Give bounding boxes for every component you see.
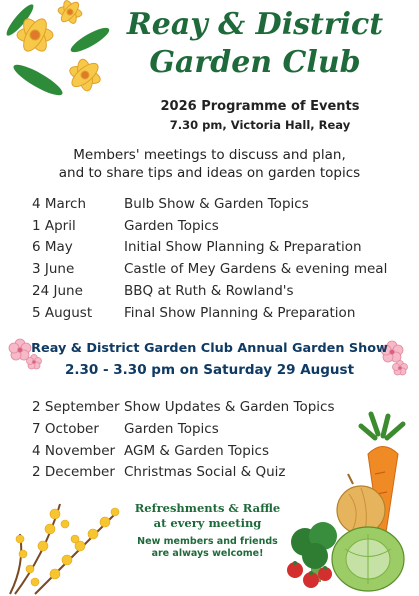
yellow-flowers-illustration	[0, 0, 120, 105]
intro-line2: and to share tips and ideas on garden topics	[58, 165, 361, 181]
event-date: 6 May	[32, 239, 73, 255]
venue-line: 7.30 pm, Victoria Hall, Reay	[169, 118, 351, 132]
event-date: 7 October	[32, 421, 99, 437]
event-date: 5 August	[32, 305, 93, 321]
event-topic: Initial Show Planning & Preparation	[124, 239, 362, 255]
event-topic: Christmas Social & Quiz	[124, 464, 286, 480]
garden-show-time: 2.30 - 3.30 pm on Saturday 29 August	[64, 362, 355, 378]
forsythia-illustration	[5, 494, 130, 594]
event-date: 1 April	[32, 218, 76, 234]
refreshments-line1: Refreshments & Raffle	[134, 501, 281, 515]
event-topic: Show Updates & Garden Topics	[124, 399, 335, 415]
event-topic: Garden Topics	[124, 421, 219, 437]
event-row	[32, 194, 402, 214]
event-row	[32, 216, 402, 236]
event-row	[32, 259, 402, 279]
event-topic: Bulb Show & Garden Topics	[124, 196, 309, 212]
event-topic: AGM & Garden Topics	[124, 443, 269, 459]
event-row	[32, 303, 402, 323]
event-date: 2 December	[32, 464, 115, 480]
welcome-line1: New members and friends	[137, 536, 278, 547]
event-topic: BBQ at Ruth & Rowland's	[124, 283, 294, 299]
event-date: 24 June	[32, 283, 83, 299]
intro-line1: Members' meetings to discuss and plan,	[73, 147, 346, 163]
event-date: 4 March	[32, 196, 87, 212]
event-topic: Final Show Planning & Preparation	[124, 305, 356, 321]
event-row	[32, 281, 402, 301]
club-title-line1: Reay & District	[126, 7, 384, 42]
event-topic: Castle of Mey Gardens & evening meal	[124, 261, 388, 277]
programme-subtitle: 2026 Programme of Events	[160, 99, 360, 114]
event-date: 4 November	[32, 443, 116, 459]
event-row	[32, 237, 402, 257]
garden-show-title: Reay & District Garden Club Annual Garden Show	[31, 341, 388, 356]
refreshments-line2: at every meeting	[153, 516, 262, 530]
vegetables-illustration	[283, 414, 418, 594]
club-title-line2: Garden Club	[149, 45, 361, 80]
welcome-line2: are always welcome!	[151, 548, 264, 559]
event-date: 2 September	[32, 399, 120, 415]
event-date: 3 June	[32, 261, 75, 277]
event-topic: Garden Topics	[124, 218, 219, 234]
